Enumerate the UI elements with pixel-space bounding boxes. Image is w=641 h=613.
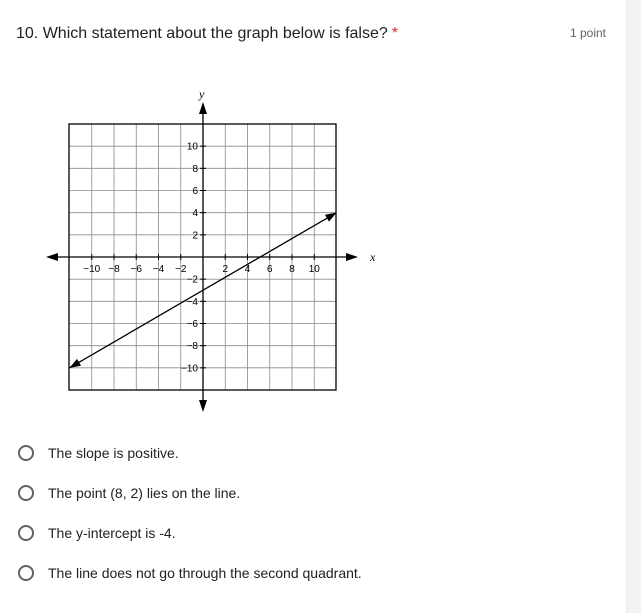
option-3[interactable]	[16, 520, 576, 546]
option-label: The y-intercept is -4.	[48, 525, 176, 541]
axes	[46, 102, 358, 412]
x-tick-label: −2	[175, 264, 187, 275]
required-marker: *	[391, 25, 399, 42]
y-tick-label: 4	[192, 208, 198, 220]
page-edge	[626, 0, 641, 613]
option-label: The line does not go through the second quadrant.	[48, 565, 362, 581]
x-axis-left-arrow	[46, 253, 58, 261]
y-tick-label: 2	[192, 230, 198, 242]
points-label: 1 point	[569, 26, 606, 40]
graph-svg	[40, 84, 380, 420]
line-arrow-end	[325, 213, 337, 222]
x-tick-label: −10	[83, 264, 101, 275]
option-1[interactable]	[16, 440, 576, 466]
question-title	[16, 23, 398, 45]
x-tick-label: 6	[266, 264, 273, 275]
y-tick-label: 6	[192, 186, 198, 197]
option-label: The point (8, 2) lies on the line.	[48, 485, 241, 501]
y-axis-top-arrow	[199, 102, 207, 114]
radio-button[interactable]	[18, 525, 34, 541]
x-tick-label: 2	[222, 264, 229, 275]
coordinate-graph	[40, 84, 380, 420]
option-label: The slope is positive.	[48, 445, 179, 461]
line-arrow-start	[70, 359, 82, 368]
radio-button[interactable]	[18, 485, 34, 501]
x-tick-label: −8	[108, 264, 120, 275]
y-axis-letter: y	[199, 87, 205, 101]
y-tick-label: −10	[181, 363, 198, 375]
y-axis-bottom-arrow	[199, 400, 207, 412]
option-4[interactable]	[16, 560, 576, 586]
y-tick-label: 10	[186, 141, 198, 153]
option-2[interactable]	[16, 480, 576, 506]
question-text: 10. Which statement about the graph below is false?	[16, 25, 388, 42]
y-tick-label: −4	[186, 296, 198, 308]
x-tick-label: 8	[289, 264, 295, 275]
x-tick-label: 10	[308, 264, 320, 275]
y-tick-label: 8	[192, 163, 198, 175]
radio-button[interactable]	[18, 445, 34, 461]
x-axis-letter: x	[370, 250, 376, 264]
x-tick-label: −6	[130, 264, 142, 275]
x-tick-label: −4	[152, 264, 165, 275]
x-tick-label: 4	[244, 264, 251, 275]
y-tick-label: −2	[186, 274, 198, 286]
radio-button[interactable]	[18, 565, 34, 581]
y-tick-label: −8	[186, 341, 198, 353]
x-axis-right-arrow	[346, 253, 358, 261]
y-tick-label: −6	[186, 319, 198, 330]
